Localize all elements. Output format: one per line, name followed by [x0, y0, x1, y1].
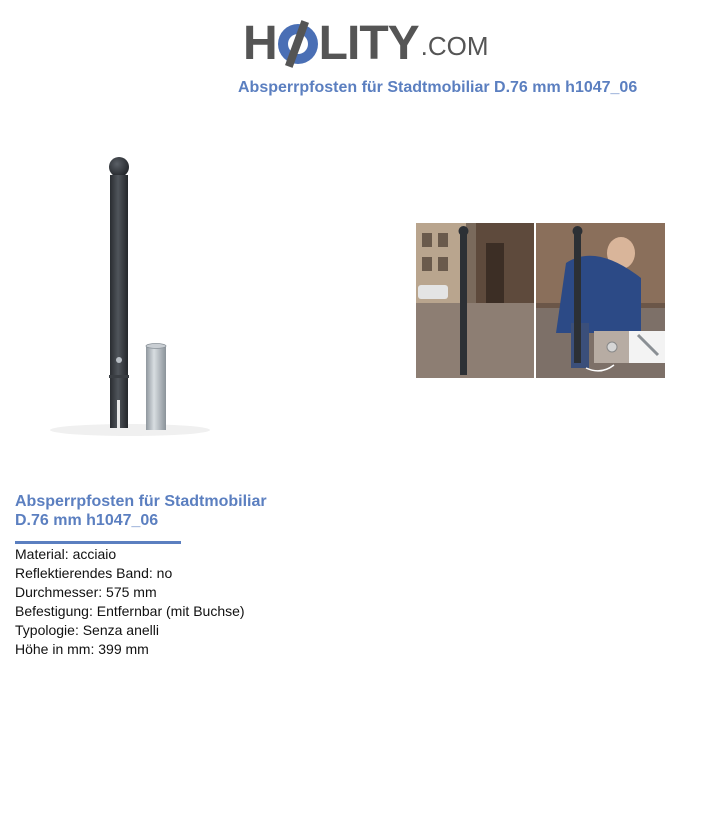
spec-label: Befestigung: [15, 603, 89, 619]
spec-value: Senza anelli: [82, 622, 159, 638]
logo-wordmark: [243, 17, 419, 70]
spec-value: Entfernbar (mit Buchse): [96, 603, 245, 619]
spec-label: Reflektierendes Band: [15, 565, 149, 581]
spec-row-reflective-band: Reflektierendes Band: no: [15, 565, 173, 581]
spec-row-material: Material: acciaio: [15, 546, 117, 562]
spec-row-typology: Typologie: Senza anelli: [15, 622, 159, 638]
spec-row-height: Höhe in mm: 399 mm: [15, 641, 149, 657]
spec-value: 575 mm: [106, 584, 157, 600]
logo-o-icon: [278, 24, 318, 64]
spec-value: 399 mm: [98, 641, 149, 657]
spec-label: Höhe in mm: [15, 641, 91, 657]
logo-letter-h: H: [243, 17, 277, 70]
title-divider: [15, 541, 181, 544]
product-title-line1: Absperrpfosten für Stadtmobiliar: [15, 493, 267, 510]
product-title: [15, 492, 305, 530]
spec-value: no: [156, 565, 173, 581]
product-image-installation: [416, 223, 665, 378]
product-title-line2: D.76 mm h1047_06: [15, 512, 159, 529]
spec-row-fixing: Befestigung: Entfernbar (mit Buchse): [15, 603, 245, 619]
product-image-bollard: [18, 150, 243, 455]
spec-row-diameter: Durchmesser: 575 mm: [15, 584, 157, 600]
spec-label: Durchmesser: [15, 584, 99, 600]
logo-domain: .COM: [420, 31, 489, 61]
spec-value: acciaio: [72, 546, 117, 562]
spec-list: [15, 545, 245, 659]
page-title: Absperrpfosten für Stadtmobiliar D.76 mm h1047_06: [238, 79, 638, 96]
spec-label: Typologie: [15, 622, 75, 638]
logo-letters-lity: LITY: [318, 17, 419, 70]
holity-logo[interactable]: [243, 12, 489, 68]
spec-label: Material: [15, 546, 65, 562]
